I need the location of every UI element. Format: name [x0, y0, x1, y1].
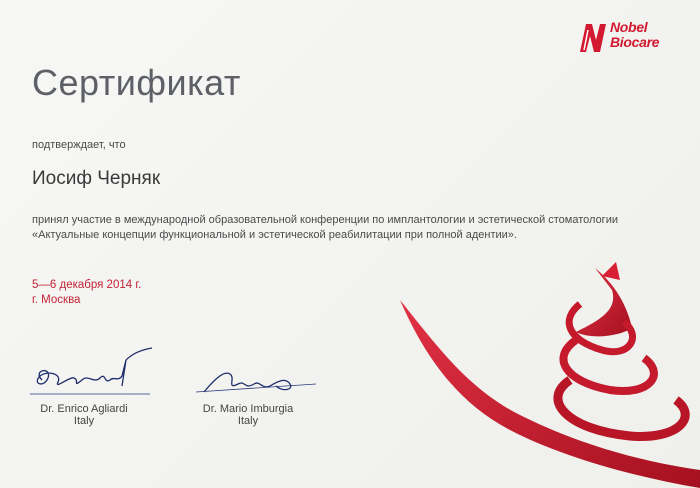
signatory-2-country: Italy — [237, 415, 259, 427]
description-line-1: принял участие в международной образовательной конференции по имплантологии и эстетической стоматологии — [32, 214, 618, 226]
confirms-text: подтверждает, что — [32, 139, 126, 151]
nobel-biocare-logo — [578, 16, 674, 62]
signature-agliardi — [22, 340, 162, 402]
ribbon-tree-decoration — [380, 240, 700, 488]
signature-imburgia — [190, 360, 320, 404]
recipient-name: Иосиф Черняк — [32, 168, 161, 189]
signatory-1-name: Dr. Enrico Agliardi — [40, 403, 128, 415]
description — [32, 213, 672, 243]
certificate-title: Сертификат — [32, 62, 241, 103]
signatory-1 — [24, 403, 144, 427]
signatory-1-country: Italy — [73, 415, 95, 427]
description-line-2: «Актуальные концепции функциональной и эстетической реабилитации при полной адентии». — [32, 229, 517, 241]
signatory-2-name: Dr. Mario Imburgia — [202, 403, 294, 415]
logo-line-1: Nobel — [610, 19, 648, 35]
logo-wordmark — [610, 20, 659, 50]
event-city: г. Москва — [32, 294, 81, 306]
signatory-2 — [188, 403, 308, 427]
logo-line-2: Biocare — [610, 34, 660, 50]
event-date: 5—6 декабря 2014 г. — [32, 279, 142, 291]
nobel-biocare-logo-mark — [578, 20, 608, 54]
